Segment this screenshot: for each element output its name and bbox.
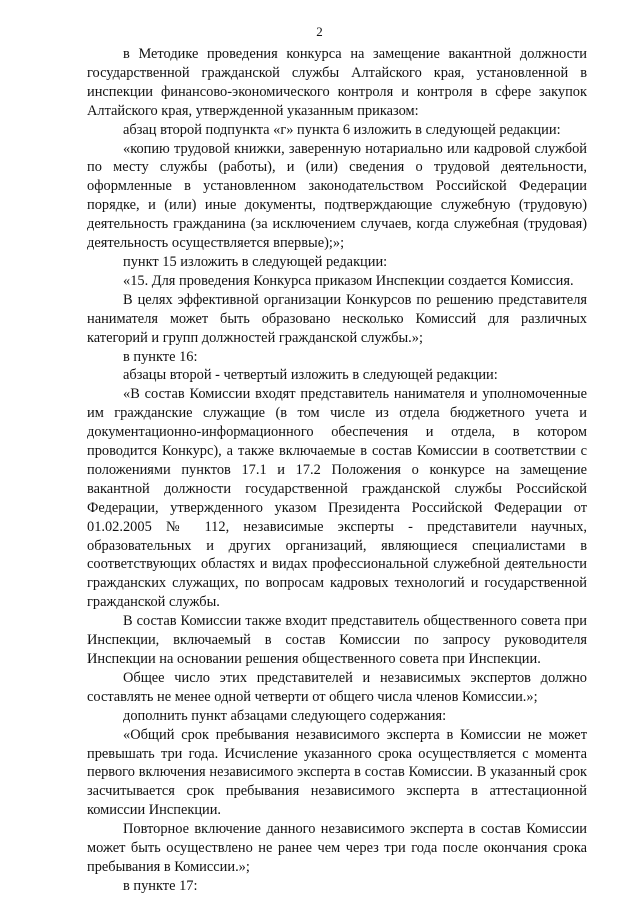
paragraph-item-15-commissions: В целях эффективной организации Конкурсов по решению представителя нанимателя может быть образовано несколько Комиссий для различных категорий и групп должностей гражданской службы.»; bbox=[87, 291, 587, 346]
document-body bbox=[87, 45, 587, 896]
paragraph-public-council-representative: В состав Комиссии также входит представитель общественного совета при Инспекции, включаемый в состав Комиссии по запросу руководителя Инспекции на основании решения общественного совета при Инспекции. bbox=[87, 613, 587, 667]
paragraph-expert-quota: Общее число этих представителей и независимых экспертов должно составлять не менее одной четверти от общего числа членов Комиссии.»; bbox=[87, 669, 587, 705]
paragraph-item-6g-text: «копию трудовой книжки, заверенную нотариально или кадровой службой по месту службы (работы), и (или) сведения о трудовой деятельности, оформленные в установленном законодательством Российской Федерации порядке, и (или) иные документы, подтверждающие служебную (трудовую) деятельность гражданина (за исключением случаев, когда служебная (трудовая) деятельность осуществляется впервые);»; bbox=[87, 140, 587, 252]
paragraph-expert-reinclusion: Повторное включение данного независимого эксперта в состав Комиссии может быть осуществлено не ранее чем через три года после окончания срока пребывания в Комиссии.»; bbox=[87, 821, 587, 875]
paragraph-supplement-instruction: дополнить пункт абзацами следующего содержания: bbox=[123, 707, 447, 724]
paragraph-item-17-heading: в пункте 17: bbox=[123, 877, 198, 894]
paragraph-methodology-intro: в Методике проведения конкурса на замещение вакантной должности государственной гражданской службы Алтайского края, установленной в инспекции финансово-экономического контроля и контроля в сфере закупок Алтайского края, утвержденной указанным приказом: bbox=[87, 46, 587, 119]
paragraph-item-15-instruction: пункт 15 изложить в следующей редакции: bbox=[123, 253, 388, 270]
paragraph-item-16-heading: в пункте 16: bbox=[123, 348, 198, 365]
paragraph-expert-term: «Общий срок пребывания независимого эксперта в Комиссии не может превышать три года. Исчисление указанного срока осуществляется с момента первого включения независимого эксперта в состав Комиссии. В указанный срок засчитывается срок пребывания независимого эксперта в аттестационной комиссии Инспекции. bbox=[87, 726, 587, 819]
paragraph-item-16-instruction: абзацы второй - четвертый изложить в следующей редакции: bbox=[123, 367, 498, 384]
paragraph-item-6g-instruction: абзац второй подпункта «г» пункта 6 изложить в следующей редакции: bbox=[123, 121, 561, 138]
paragraph-item-15-text: «15. Для проведения Конкурса приказом Инспекции создается Комиссия. bbox=[123, 272, 574, 289]
page-number: 2 bbox=[316, 24, 323, 39]
paragraph-commission-composition: «В состав Комиссии входят представитель нанимателя и уполномоченные им гражданские служащие (в том числе из отдела бюджетного учета и документационно-информационного обеспечения и отдела, в котором проводится Конкурс), а также включаемые в состав Комиссии в соответствии с положениями пунктов 17.1 и 17.2 Положения о конкурсе на замещение вакантной должности государственной гражданской службы Российской Федерации, утвержденного указом Президента Российской Федерации от 01.02.2005 № 112, независимые эксперты - представители научных, образовательных и других организаций, являющиеся специалистами в соответствующих областях и видах профессиональной служебной деятельности гражданских служащих, по вопросам кадровых технологий и государственной гражданской службы. bbox=[87, 386, 587, 611]
